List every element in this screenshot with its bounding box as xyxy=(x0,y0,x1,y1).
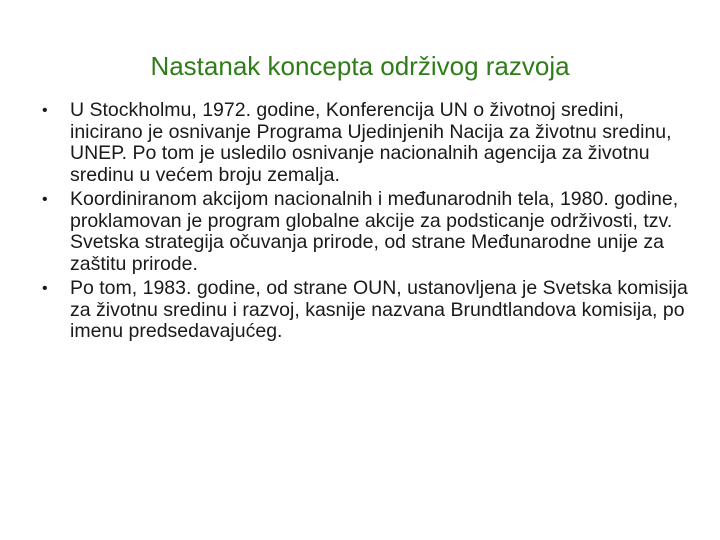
bullet-item xyxy=(40,189,700,275)
bullet-icon: • xyxy=(42,102,48,119)
slide-title: Nastanak koncepta održivog razvoja xyxy=(150,51,570,81)
bullet-text: Koordiniranom akcijom nacionalnih i međunarodnih tela, 1980. godine, proklamovan je program globalne akcije za podsticanje održivosti, tzv. Svetska strategija očuvanja prirode, od strane Međunarodne unije za zaštitu prirode. xyxy=(70,188,679,275)
bullet-icon: • xyxy=(42,280,48,297)
bullet-item xyxy=(40,100,700,186)
bullet-text: U Stockholmu, 1972. godine, Konferencija UN o životnoj sredini, inicirano je osnivanje Programa Ujedinjenih Nacija za životnu sredinu, UNEP. Po tom je usledilo osnivanje nacionalnih agencija za životnu sredinu u većem broju zemalja. xyxy=(70,99,672,186)
bullet-list xyxy=(40,100,700,346)
bullet-item xyxy=(40,278,700,343)
bullet-icon: • xyxy=(42,191,48,208)
bullet-text: Po tom, 1983. godine, od strane OUN, ustanovljena je Svetska komisija za životnu sredinu i razvoj, kasnije nazvana Brundtlandova komisija, po imenu predsedavajućeg. xyxy=(70,277,688,342)
